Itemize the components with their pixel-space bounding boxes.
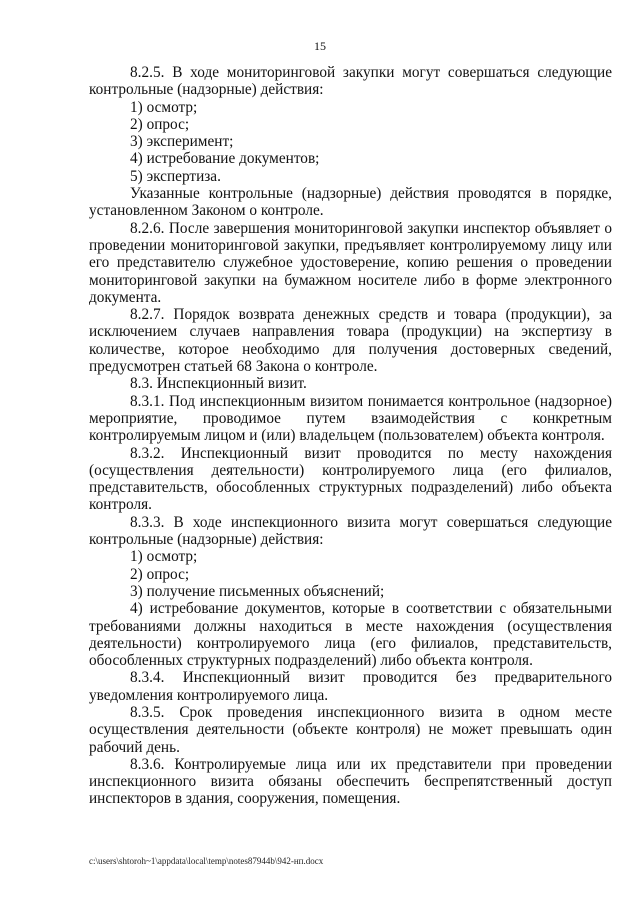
file-path-footer: c:\users\shtoroh~1\appdata\local\temp\notes87944b\942-нп.docx xyxy=(89,856,324,866)
paragraph-8-3-2: 8.3.2. Инспекционный визит проводится по месту нахождения (осуществления деятельности) контролируемого лица (его филиалов, представительств, обособленных структурных подразделений) либо объекта контроля. xyxy=(89,444,612,514)
paragraph-8-3-1: 8.3.1. Под инспекционным визитом понимается контрольное (надзорное) мероприятие, проводимое путем взаимодействия с конкретным контролируемым лицом и (или) владельцем (пользователем) объекта контроля. xyxy=(89,392,612,445)
paragraph-procedure-note: Указанные контрольные (надзорные) действия проводятся в порядке, установленном Законом о контроле. xyxy=(89,185,612,220)
paragraph-8-3-5: 8.3.5. Срок проведения инспекционного визита в одном месте осуществления деятельности (объекте контроля) не может превышать один рабочий день. xyxy=(89,703,612,756)
list-item: 1) осмотр; xyxy=(130,548,198,566)
list-item: 5) экспертиза. xyxy=(130,167,221,185)
paragraph-8-2-6: 8.2.6. После завершения мониторинговой закупки инспектор объявляет о проведении мониторинговой закупки, предъявляет контролируемому лицу или его представителю служебное удостоверение, копию решения о проведении мониторинговой закупки на бумажном носителе либо в форме электронного документа. xyxy=(89,219,612,306)
paragraph-8-2-7: 8.2.7. Порядок возврата денежных средств и товара (продукции), за исключением случаев направления товара (продукции) на экспертизу в количестве, которое необходимо для получения достоверных сведений, предусмотрен статьей 68 Закона о контроле. xyxy=(89,306,612,376)
paragraph-8-3-4: 8.3.4. Инспекционный визит проводится без предварительного уведомления контролируемого лица. xyxy=(89,669,612,704)
section-heading-8-3: 8.3. Инспекционный визит. xyxy=(130,375,307,393)
list-item: 1) осмотр; xyxy=(130,98,198,116)
list-item: 2) опрос; xyxy=(130,565,190,583)
list-item: 3) получение письменных объяснений; xyxy=(130,582,385,600)
document-body xyxy=(89,64,612,808)
list-item-4-documents: 4) истребование документов, которые в соответствии с обязательными требованиями должны находиться в месте нахождения (осуществления деятельности) контролируемого лица (его филиалов, представительств, обособленных структурных подразделений) либо объекта контроля. xyxy=(89,600,612,670)
paragraph-8-2-5: 8.2.5. В ходе мониторинговой закупки могут совершаться следующие контрольные (надзорные) действия: xyxy=(89,64,612,99)
page-number: 15 xyxy=(314,39,326,53)
list-item: 3) эксперимент; xyxy=(130,133,234,151)
list-item: 2) опрос; xyxy=(130,115,190,133)
paragraph-8-3-3: 8.3.3. В ходе инспекционного визита могут совершаться следующие контрольные (надзорные) действия: xyxy=(89,513,612,549)
paragraph-8-3-6: 8.3.6. Контролируемые лица или их представители при проведении инспекционного визита обязаны обеспечить беспрепятственный доступ инспекторов в здания, сооружения, помещения. xyxy=(89,755,612,808)
list-item: 4) истребование документов; xyxy=(130,150,320,168)
